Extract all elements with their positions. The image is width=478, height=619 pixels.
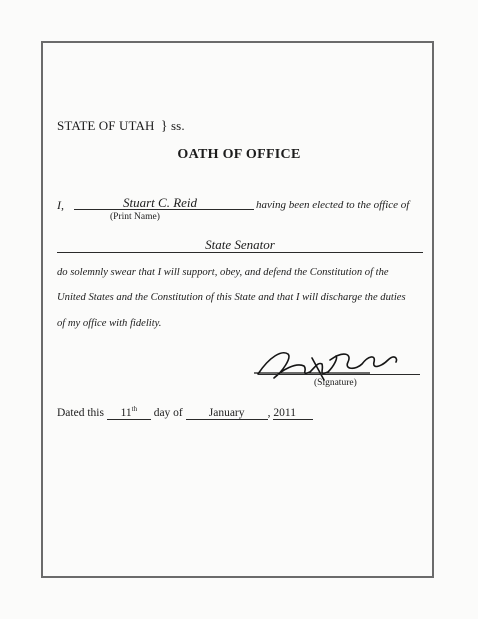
office-value: State Senator — [205, 237, 275, 252]
oath-text-line-2: United States and the Constitution of this State and that I will discharge the duties — [57, 292, 406, 303]
document-title: OATH OF OFFICE — [177, 147, 301, 162]
year-separator: , — [267, 406, 271, 419]
dated-line — [57, 403, 313, 420]
oath-text-line-3: of my office with fidelity. — [57, 318, 162, 329]
i-label: I, — [57, 198, 64, 212]
day-value: 11 — [120, 406, 132, 419]
elected-text: having been elected to the office of — [256, 199, 410, 211]
day-field — [107, 403, 151, 420]
signature-label: (Signature) — [314, 378, 357, 388]
state-heading — [57, 118, 185, 135]
signature-underline — [258, 374, 420, 375]
name-underline — [74, 209, 254, 210]
oath-text-line-1: do solemnly swear that I will support, obey, and defend the Constitution of the — [57, 267, 389, 278]
day-suffix: th — [131, 405, 138, 413]
day-of-label: day of — [153, 406, 183, 419]
name-value: Stuart C. Reid — [122, 195, 198, 210]
dated-this-label: Dated this — [57, 406, 104, 419]
print-name-label: (Print Name) — [110, 212, 160, 222]
office-underline — [57, 252, 423, 253]
state-ss: ss. — [171, 118, 185, 133]
year-value: 2011 — [273, 407, 313, 420]
month-value: January — [186, 407, 268, 420]
state-brace: } — [160, 119, 168, 134]
state-label: STATE OF UTAH — [57, 118, 155, 133]
